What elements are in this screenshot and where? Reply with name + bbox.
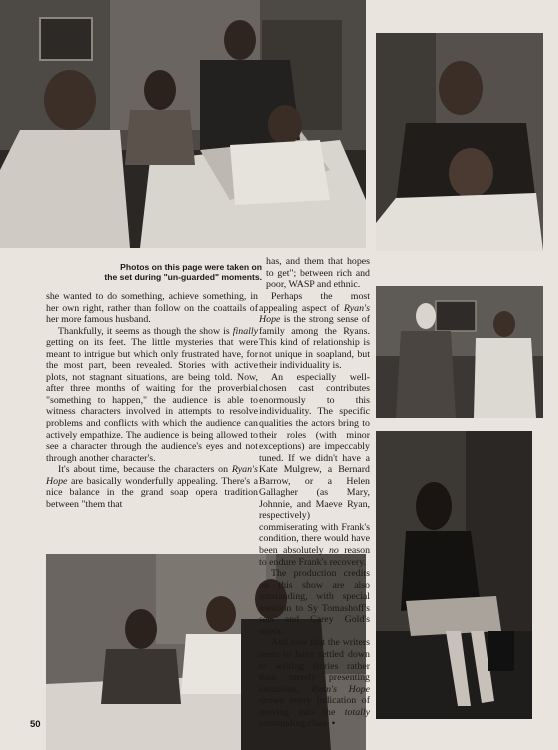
end-mark: •: [329, 718, 336, 730]
paragraph: The production credits on this show are also outstanding, with special mention to Sy Tomashoff's sets and Carey Gold's music.: [259, 568, 370, 637]
paragraph: An especially well-chosen cast contributes enormously to this individuality. The specific qualities the actors bring to their roles (with minor exceptions) are impeccably tuned. If we didn't have a Kate Mulgrew, a Bernard Barrow, or a Helen Gallagher (as Mary, Johnnie, and Maeve Ryan, respectively) commiserating with Frank's condition, there would have been absolutely no reason to endure Frank's recovery.: [259, 371, 371, 568]
photo-two-men-standing: [376, 286, 543, 418]
article-column-1: [46, 291, 258, 510]
caption-line-2: the set during "un-guarded" moments.: [104, 272, 262, 283]
paragraph: It's about time, because the characters on Ryan's Hope are basically wonderfully appealing. There's a nice balance in the grand soap opera tradition between "them that: [46, 464, 258, 510]
article-column-2-continued: [259, 291, 370, 730]
paragraph: has, and them that hopes to get"; between rich and poor, WASP and ethnic.: [266, 256, 370, 291]
photo-caption: [40, 262, 262, 283]
paragraph: Thankfully, it seems as though the show is finally getting on its feet. The little mysteries that were meant to intrigue but which only frustrated have, for the most part, been revealed. Stories with active plots, not stagnant situations, are being told. Now, after three months of waiting for the proverbial "something to happen," the audience is able to witness characters involved in attempts to resolve problems and conflicts with which the audience can actively empathize. The audience is being allowed to see a character through the audience's eyes and not through another character's.: [46, 325, 258, 464]
photo-two-men-closeup: [376, 33, 543, 251]
paragraph: she wanted to do something, achieve something, in her own right, rather than follow on the coattails of her more famous husband.: [46, 291, 258, 326]
photo-woman-seated: [376, 431, 532, 719]
photo-hospital-room-group: [0, 0, 366, 248]
page-number: 50: [30, 719, 41, 730]
caption-line-1: Photos on this page were taken on: [120, 262, 262, 272]
paragraph: Perhaps the most appealing aspect of Ryan's Hope is the strong sense of family among the Ryans. This kind of relationship is not unique in soapland, but their individuality is.: [259, 291, 370, 372]
article-column-2: [266, 256, 370, 291]
paragraph: And now that the writers seem to have settled down to writing stories rather than merely presenting situations, Ryan's Hope shows every indication of moving into the totally outstanding class. •: [259, 637, 370, 730]
